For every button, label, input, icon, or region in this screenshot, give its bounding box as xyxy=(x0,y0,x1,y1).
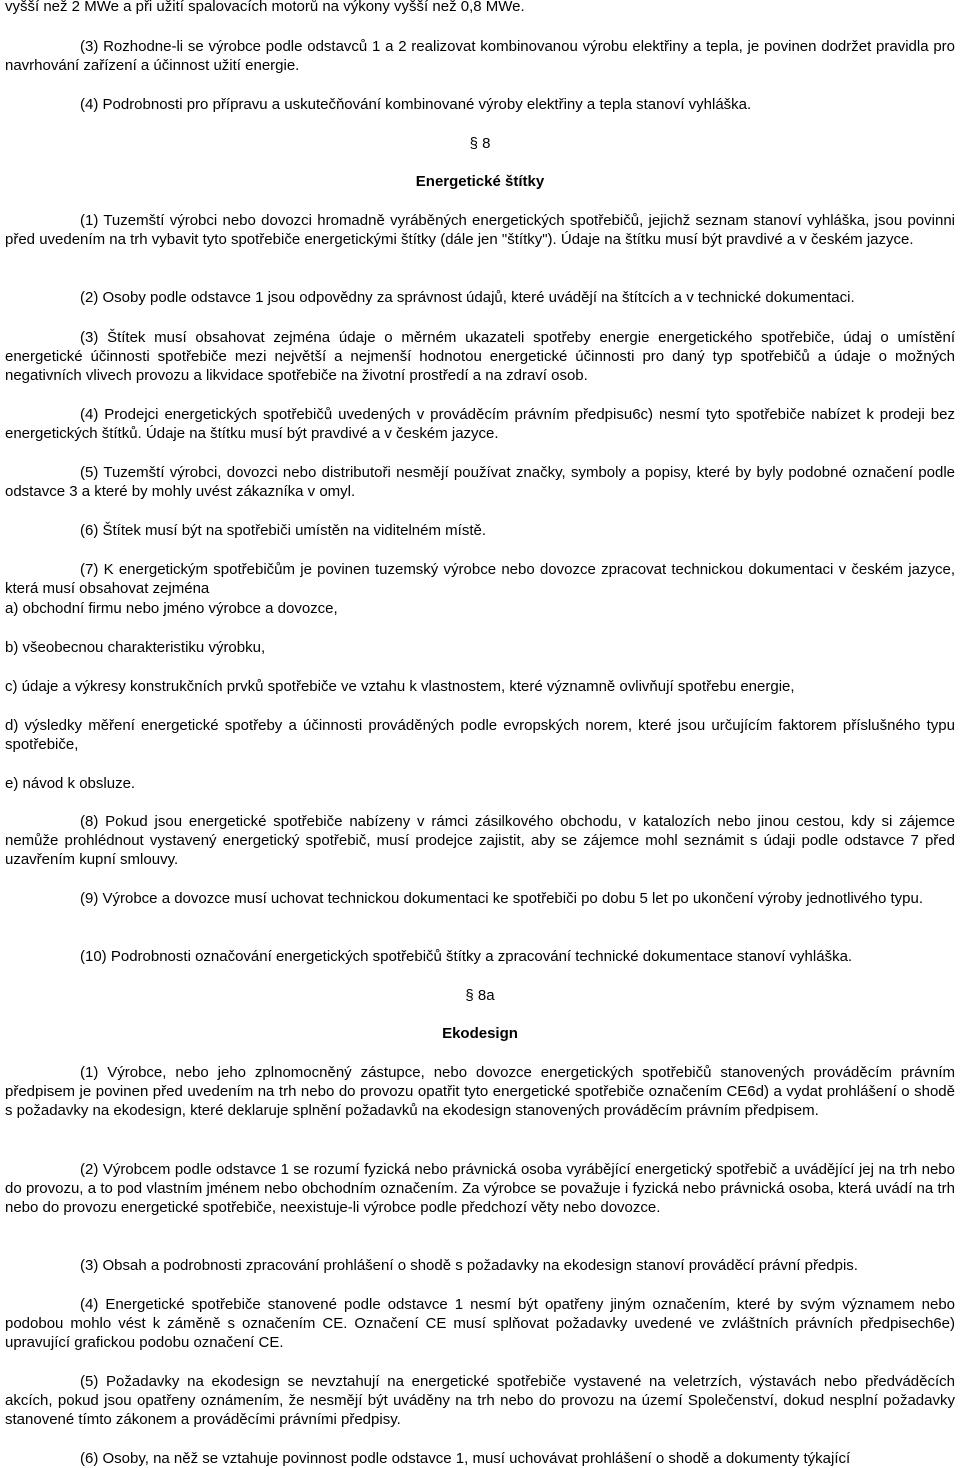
paragraph-8a-6: (6) Osoby, na něž se vztahuje povinnost podle odstavce 1, musí uchovávat prohlášení o shodě a dokumenty týkající xyxy=(80,1450,851,1467)
section-sign: § xyxy=(465,987,478,1004)
section-8-number-value: 8 xyxy=(482,135,491,152)
paragraph-8-7: (7) K energetickým spotřebičům je povinen tuzemský výrobce nebo dovozce zpracovat technickou dokumentaci v českém jazyce, která musí obsahovat zejména xyxy=(5,561,955,598)
list-item-e: e) návod k obsluze. xyxy=(5,775,136,792)
list-item-b: b) všeobecnou charakteristiku výrobku, xyxy=(5,639,266,656)
section-sign: § xyxy=(469,135,483,152)
paragraph-8-4: (4) Prodejci energetických spotřebičů uvedených v prováděcím právním předpisu6c) nesmí tyto spotřebiče nabízet k prodeji bez energetických štítků. Údaje na štítku musí být pravdivé a v českém jazyce. xyxy=(5,406,955,443)
paragraph-8-8: (8) Pokud jsou energetické spotřebiče nabízeny v rámci zásilkového obchodu, v katalozích nebo jinou cestou, kdy si zájemce nemůže prohlédnout vystavený energetický spotřebič, musí prodejce zajistit, aby se zájemce mohl seznámit s údaji podle odstavce 7 před uzavřením kupní smlouvy. xyxy=(5,813,955,869)
paragraph-7-4: (4) Podrobnosti pro přípravu a uskutečňování kombinované výroby elektřiny a tepla stanoví vyhláška. xyxy=(80,96,752,113)
section-8a-number-value: 8a xyxy=(477,987,495,1004)
paragraph-8-9: (9) Výrobce a dovozce musí uchovat technickou dokumentaci ke spotřebiči po dobu 5 let po ukončení výroby jednotlivého typu. xyxy=(80,890,923,907)
paragraph-7-3: (3) Rozhodne-li se výrobce podle odstavců 1 a 2 realizovat kombinovanou výrobu elektřiny a tepla, je povinen dodržet pravidla pro navrhování zařízení a účinnost užití energie. xyxy=(5,38,955,75)
section-8a-number xyxy=(5,986,955,1005)
paragraph-8a-5: (5) Požadavky na ekodesign se nevztahují na energetické spotřebiče vystavené na veletrzích, výstavách nebo předváděcích akcích, pokud jsou opatřeny oznámením, že nesmějí být uváděny na trh nebo do provozu na území Společenství, dokud nesplní požadavky stanovené tímto zákonem a prováděcími právními předpisy. xyxy=(5,1373,955,1429)
paragraph-8-6: (6) Štítek musí být na spotřebiči umístěn na viditelném místě. xyxy=(80,522,486,539)
list-item-c: c) údaje a výkresy konstrukčních prvků spotřebiče ve vztahu k vlastnostem, které významně ovlivňují spotřebu energie, xyxy=(5,678,795,695)
paragraph-8a-3: (3) Obsah a podrobnosti zpracování prohlášení o shodě s požadavky na ekodesign stanoví prováděcí právní předpis. xyxy=(80,1257,858,1274)
section-8a-title: Ekodesign xyxy=(442,1025,518,1042)
paragraph-8-5: (5) Tuzemští výrobci, dovozci nebo distributoři nesmějí používat značky, symboly a popisy, které by byly podobné označení podle odstavce 3 a které by mohly uvést zákazníka v omyl. xyxy=(5,464,955,501)
paragraph-8-1: (1) Tuzemští výrobci nebo dovozci hromadně vyráběných energetických spotřebičů, jejichž seznam stanoví vyhláška, jsou povinni před uvedením na trh vybavit tyto spotřebiče energetickými štítky (dále jen "štítky"). Údaje na štítku musí být pravdivé a v českém jazyce. xyxy=(5,212,955,249)
section-8-title: Energetické štítky xyxy=(415,173,545,190)
paragraph-8a-4: (4) Energetické spotřebiče stanovené podle odstavce 1 nesmí být opatřeny jiným označením, které by svým významem nebo podobou mohlo vést k záměně s označením CE. Označení CE musí splňovat požadavky uvedené ve zvláštních právních předpisech6e) upravující grafickou podobu označení CE. xyxy=(5,1296,955,1352)
paragraph-continuation: vyšší než 2 MWe a při užití spalovacích motorů na výkony vyšší než 0,8 MWe. xyxy=(5,0,525,15)
paragraph-8-3: (3) Štítek musí obsahovat zejména údaje o měrném ukazateli spotřeby energie energetického spotřebiče, údaj o umístění energetické účinnosti spotřebiče mezi největší a nejmenší hodnotou energetické účinnosti pro daný typ spotřebičů a údaje o možných negativních vlivech provozu a likvidace spotřebiče na životní prostředí a na zdraví osob. xyxy=(5,329,955,385)
paragraph-8a-2: (2) Výrobcem podle odstavce 1 se rozumí fyzická nebo právnická osoba vyrábějící energetický spotřebič a uvádějící jej na trh nebo do provozu, a to pod vlastním jménem nebo obchodním označením. Za výrobce se považuje i fyzická nebo právnická osoba, která uvádí na trh nebo do provozu energetické spotřebiče, neexistuje-li výrobce podle předchozí věty nebo dovozce. xyxy=(5,1161,955,1217)
paragraph-8-10: (10) Podrobnosti označování energetických spotřebičů štítky a zpracování technické dokumentace stanoví vyhláška. xyxy=(80,948,853,965)
paragraph-8-2: (2) Osoby podle odstavce 1 jsou odpovědny za správnost údajů, které uvádějí na štítcích a v technické dokumentaci. xyxy=(80,289,855,306)
section-8-number xyxy=(5,134,955,153)
paragraph-8a-1: (1) Výrobce, nebo jeho zplnomocněný zástupce, nebo dovozce energetických spotřebičů stanovených prováděcím právním předpisem je povinen před uvedením na trh nebo do provozu opatřit tyto energetické spotřebiče označením CE6d) a vydat prohlášení o shodě s požadavky na ekodesign, které deklaruje splnění požadavků na ekodesign stanovených prováděcím právním předpisem. xyxy=(5,1064,955,1120)
list-item-d: d) výsledky měření energetické spotřeby a účinnosti prováděných podle evropských norem, které jsou určujícím faktorem příslušného typu spotřebiče, xyxy=(5,717,955,754)
list-item-a: a) obchodní firmu nebo jméno výrobce a dovozce, xyxy=(5,600,338,617)
